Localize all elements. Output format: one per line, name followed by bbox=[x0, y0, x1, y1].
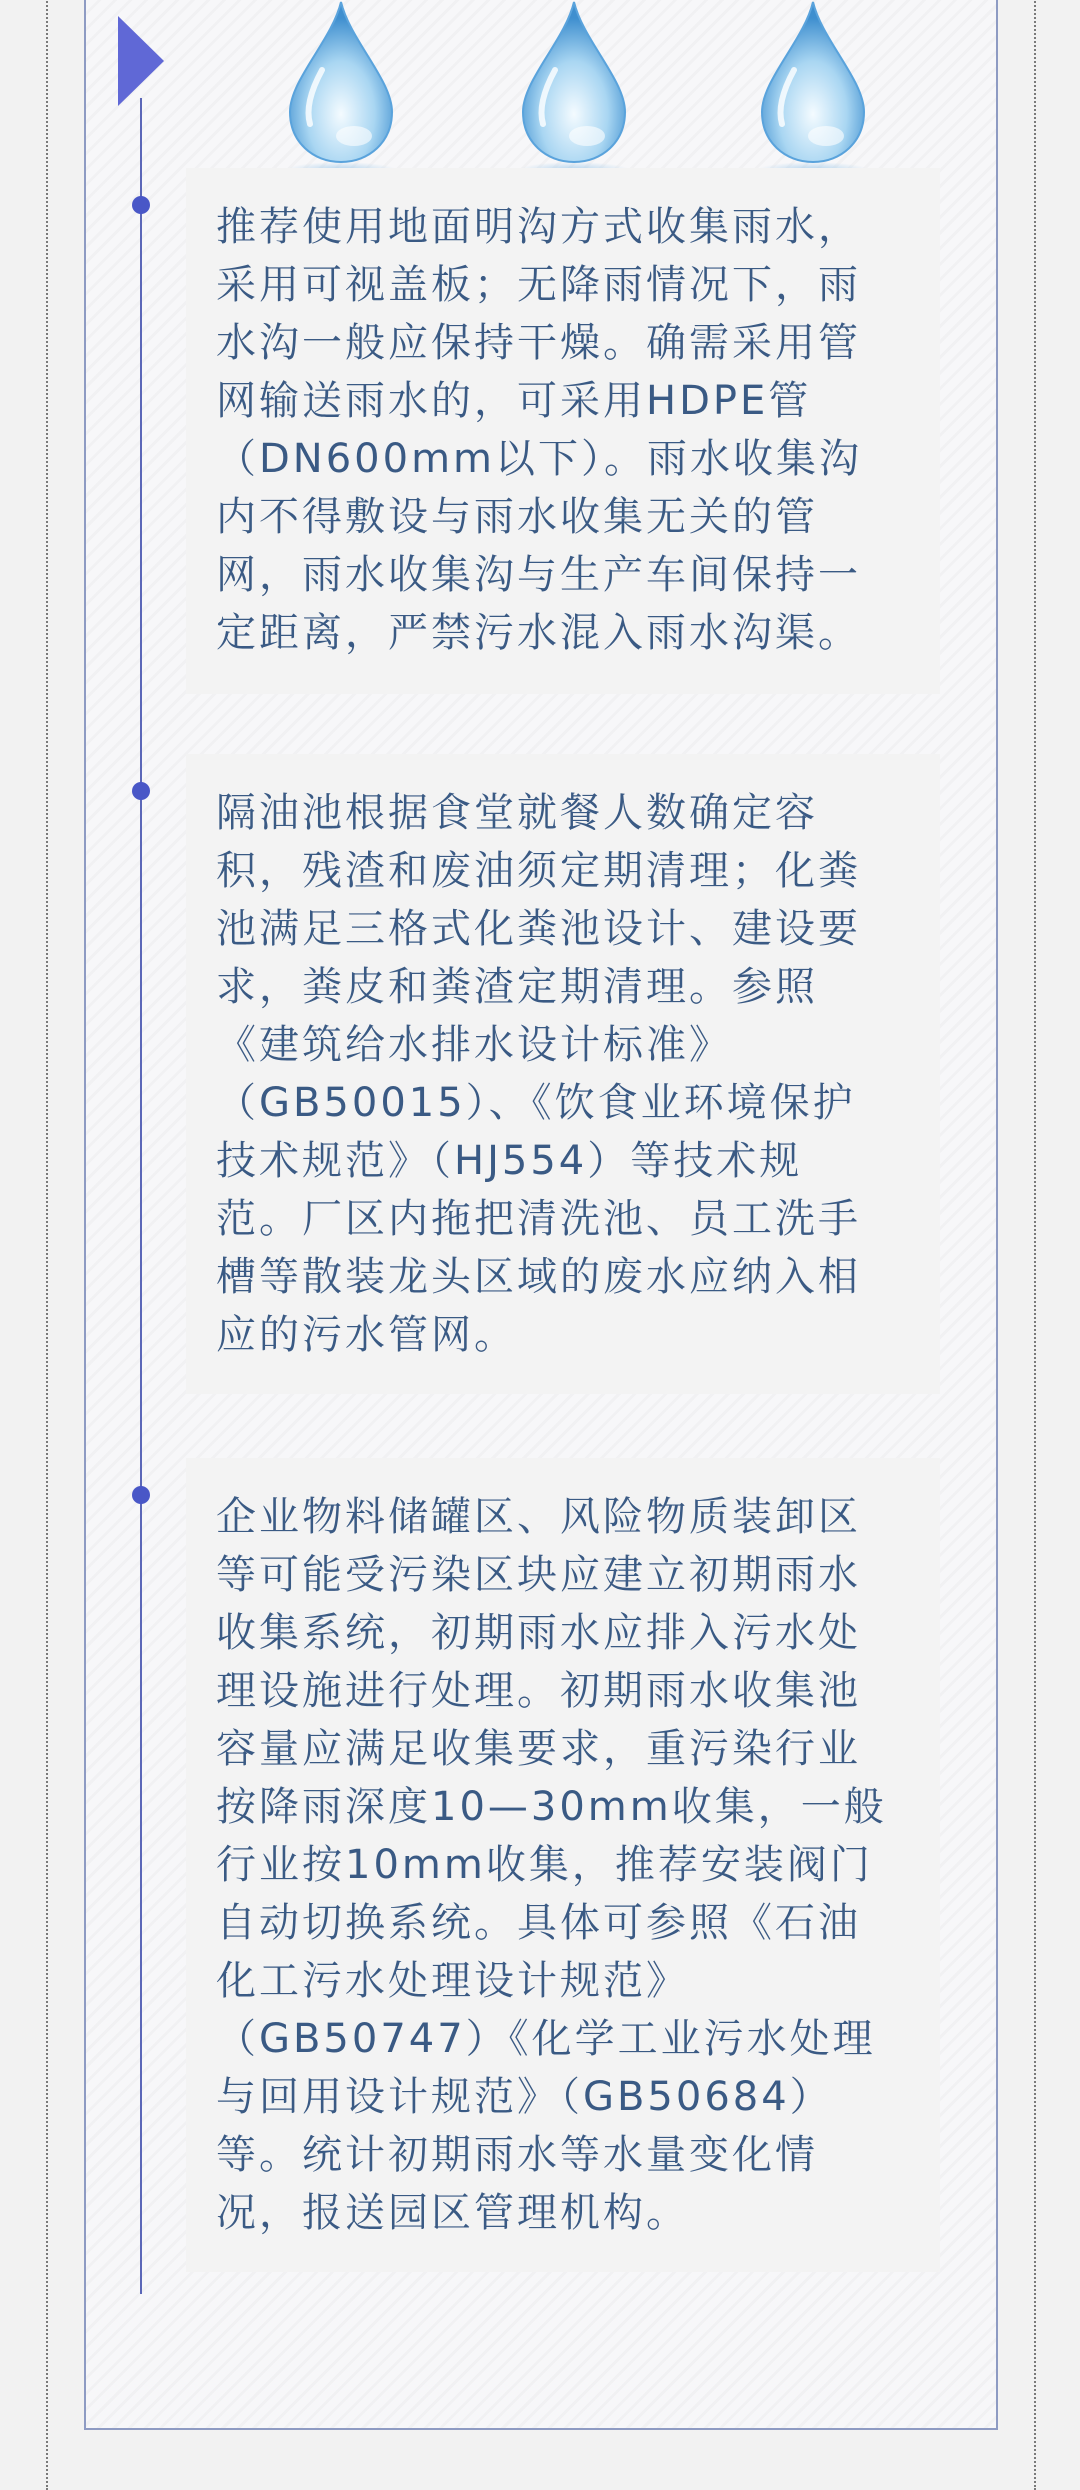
triangle-arrow-icon bbox=[118, 16, 164, 106]
paragraph-line: 水沟一般应保持干燥。确需采用管 bbox=[216, 320, 861, 366]
paragraph-line: 行业按10mm收集，推荐安装阀门 bbox=[216, 1842, 873, 1888]
paragraph-line: 采用可视盖板；无降雨情况下，雨 bbox=[216, 262, 861, 308]
paragraph-line: 收集系统，初期雨水应排入污水处 bbox=[216, 1610, 861, 1656]
paragraph-line: 等。统计初期雨水等水量变化情 bbox=[216, 2132, 818, 2178]
paragraph-line: 化工污水处理设计规范》 bbox=[216, 1958, 689, 2004]
water-drop-icon bbox=[282, 0, 400, 182]
paragraph-line: 池满足三格式化粪池设计、建设要 bbox=[216, 906, 861, 952]
water-drop-icon bbox=[515, 0, 633, 182]
paragraph-line: 等可能受污染区块应建立初期雨水 bbox=[216, 1552, 861, 1598]
paragraph-line: 隔油池根据食堂就餐人数确定容 bbox=[216, 790, 818, 836]
paragraph-line: （DN600mm以下）。雨水收集沟 bbox=[216, 436, 862, 482]
paragraph-line: 推荐使用地面明沟方式收集雨水， bbox=[216, 204, 861, 250]
paragraph-line: 理设施进行处理。初期雨水收集池 bbox=[216, 1668, 861, 1714]
paragraph-line: 技术规范》（HJ554）等技术规 bbox=[216, 1138, 803, 1184]
paragraph-line: 求，粪皮和粪渣定期清理。参照 bbox=[216, 964, 818, 1010]
timeline-dot bbox=[132, 1486, 150, 1504]
paragraph-line: 企业物料储罐区、风险物质装卸区 bbox=[216, 1494, 861, 1540]
paragraph-line: 槽等散装龙头区域的废水应纳入相 bbox=[216, 1254, 861, 1300]
paragraph-line: 自动切换系统。具体可参照《石油 bbox=[216, 1900, 861, 1946]
paragraph-line: （GB50747）《化学工业污水处理 bbox=[216, 2016, 876, 2062]
text-card bbox=[186, 1458, 940, 2272]
paragraph-line: 内不得敷设与雨水收集无关的管 bbox=[216, 494, 818, 540]
paragraph-line: 按降雨深度10—30mm收集，一般 bbox=[216, 1784, 887, 1830]
paragraph-line: 容量应满足收集要求，重污染行业 bbox=[216, 1726, 861, 1772]
paragraph-line: 《建筑给水排水设计标准》 bbox=[216, 1022, 732, 1068]
paragraph-line: 范。厂区内拖把清洗池、员工洗手 bbox=[216, 1196, 861, 1242]
paragraph-line: 与回用设计规范》（GB50684） bbox=[216, 2074, 833, 2120]
timeline-line bbox=[140, 98, 142, 2294]
text-card bbox=[186, 754, 940, 1394]
timeline-dot bbox=[132, 782, 150, 800]
timeline-dot bbox=[132, 196, 150, 214]
text-card bbox=[186, 168, 940, 694]
paragraph-line: 网输送雨水的，可采用HDPE管 bbox=[216, 378, 812, 424]
water-drop-icon bbox=[754, 0, 872, 182]
paragraph-line: 积，残渣和废油须定期清理；化粪 bbox=[216, 848, 861, 894]
paragraph-line: 应的污水管网。 bbox=[216, 1312, 517, 1358]
paragraph-line: 网，雨水收集沟与生产车间保持一 bbox=[216, 552, 861, 598]
paragraph-line: 况，报送园区管理机构。 bbox=[216, 2190, 689, 2236]
paragraph-line: （GB50015）、《饮食业环境保护 bbox=[216, 1080, 856, 1126]
paragraph-line: 定距离，严禁污水混入雨水沟渠。 bbox=[216, 610, 861, 656]
